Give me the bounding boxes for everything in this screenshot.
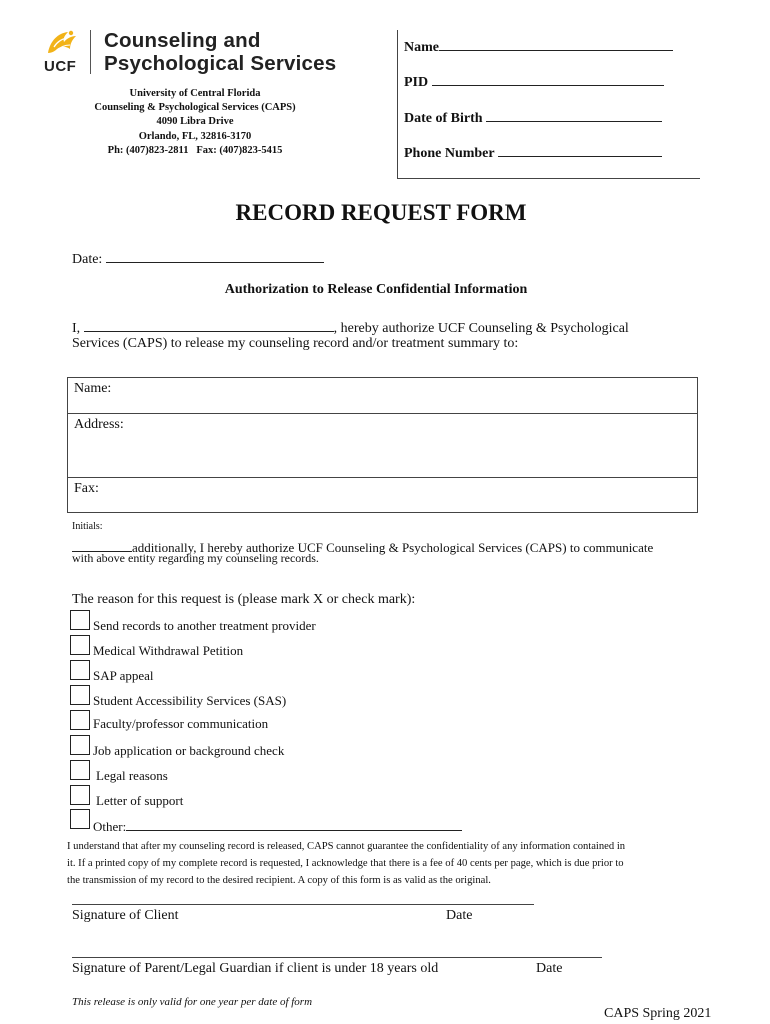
logo-divider <box>90 30 91 74</box>
checkbox[interactable] <box>70 735 90 755</box>
dob-line[interactable] <box>486 107 662 122</box>
initials-text: additionally, I hereby authorize UCF Counseling & Psychological Services (CAPS) to communicate <box>132 540 654 555</box>
address-line: 4090 Libra Drive <box>156 116 234 128</box>
reason-label: Send records to another treatment provider <box>93 618 316 633</box>
checkbox[interactable] <box>70 760 90 780</box>
authorization-line-2: Services (CAPS) to release my counseling record and/or treatment summary to: <box>72 336 519 351</box>
reason-label: Medical Withdrawal Petition <box>93 643 244 658</box>
client-date-label: Date <box>446 908 473 923</box>
pid-label: PID <box>404 75 429 90</box>
guardian-signature-line[interactable] <box>72 957 602 958</box>
logo-title-line1: Counseling and <box>104 29 261 52</box>
reason-label: Legal reasons <box>96 768 168 783</box>
reason-label: Faculty/professor communication <box>93 716 269 731</box>
section-subtitle: Authorization to Release Confidential Information <box>224 282 528 297</box>
reason-label: Job application or background check <box>93 743 285 758</box>
initials-blank[interactable] <box>72 537 132 552</box>
pid-line[interactable] <box>432 71 664 86</box>
checkbox[interactable] <box>70 635 90 655</box>
address-line: Counseling & Psychological Services (CAPS) <box>94 102 296 114</box>
phone-field[interactable] <box>404 142 662 162</box>
request-date-field[interactable] <box>72 248 324 268</box>
date-line[interactable] <box>106 248 324 263</box>
checkbox[interactable] <box>70 785 90 805</box>
disclaimer-line: the transmission of my record to the desired recipient. A copy of this form is as valid as the original. <box>67 875 491 886</box>
disclaimer-line: I understand that after my counseling record is released, CAPS cannot guarantee the confidentiality of any information contained in <box>67 841 626 852</box>
address-line: Ph: (407)823-2811 Fax: (407)823-5415 <box>107 144 283 156</box>
ucf-pegasus-logo-icon <box>44 27 78 57</box>
disclaimer <box>67 838 737 889</box>
client-name-line[interactable] <box>439 36 673 51</box>
recipient-address-label: Address: <box>74 417 124 432</box>
initials-label: Initials: <box>72 521 103 532</box>
checkbox[interactable] <box>70 660 90 680</box>
checkbox[interactable] <box>70 710 90 730</box>
form-version: CAPS Spring 2021 <box>604 1006 712 1021</box>
authorization-line-1 <box>72 317 629 337</box>
reason-label: Other: <box>93 819 127 834</box>
recipient-name-label: Name: <box>74 381 112 396</box>
checkbox[interactable] <box>70 809 90 829</box>
client-name-label: Name <box>404 40 439 55</box>
authorize-i: I, <box>72 321 81 336</box>
recipient-fax-label: Fax: <box>74 481 99 496</box>
checkbox[interactable] <box>70 685 90 705</box>
dob-field[interactable] <box>404 107 662 127</box>
dob-label: Date of Birth <box>404 111 483 126</box>
recipient-box <box>67 377 698 513</box>
date-label: Date: <box>72 252 103 267</box>
recipient-fax-row[interactable] <box>68 478 697 511</box>
client-name-field[interactable] <box>404 36 673 56</box>
address-line: University of Central Florida <box>129 88 261 99</box>
authorize-text: , hereby authorize UCF Counseling & Psychological <box>333 321 629 336</box>
recipient-name-row[interactable] <box>68 378 697 414</box>
disclaimer-line: it. If a printed copy of my complete record is requested, I acknowledge that there is a fee of 40 cents per page, which is due prior to <box>67 858 624 869</box>
phone-label: Phone Number <box>404 146 495 161</box>
recipient-address-row[interactable] <box>68 414 697 478</box>
reason-label: Student Accessibility Services (SAS) <box>93 693 287 708</box>
form-title: RECORD REQUEST FORM <box>235 200 527 225</box>
logo-title-line2: Psychological Services <box>104 52 337 75</box>
initials-line-2: with above entity regarding my counseling records. <box>72 551 319 565</box>
pid-field[interactable] <box>404 71 664 91</box>
checkbox[interactable] <box>70 610 90 630</box>
client-name-authorize-line[interactable] <box>84 317 334 332</box>
client-signature-label: Signature of Client <box>72 908 179 923</box>
reason-prompt: The reason for this request is (please mark X or check mark): <box>72 592 416 607</box>
validity-note: This release is only valid for one year per date of form <box>72 996 313 1008</box>
reason-label: SAP appeal <box>93 668 154 683</box>
address-line: Orlando, FL, 32816-3170 <box>138 130 252 142</box>
address-block <box>60 87 330 158</box>
client-signature-line[interactable] <box>72 904 534 905</box>
other-reason-line[interactable] <box>126 818 462 831</box>
reason-label: Letter of support <box>96 793 184 808</box>
reason-other-row <box>93 818 462 835</box>
guardian-signature-label: Signature of Parent/Legal Guardian if client is under 18 years old <box>72 961 439 976</box>
phone-line[interactable] <box>498 142 662 157</box>
guardian-date-label: Date <box>536 961 563 976</box>
ucf-logo-text: UCF <box>44 58 77 75</box>
